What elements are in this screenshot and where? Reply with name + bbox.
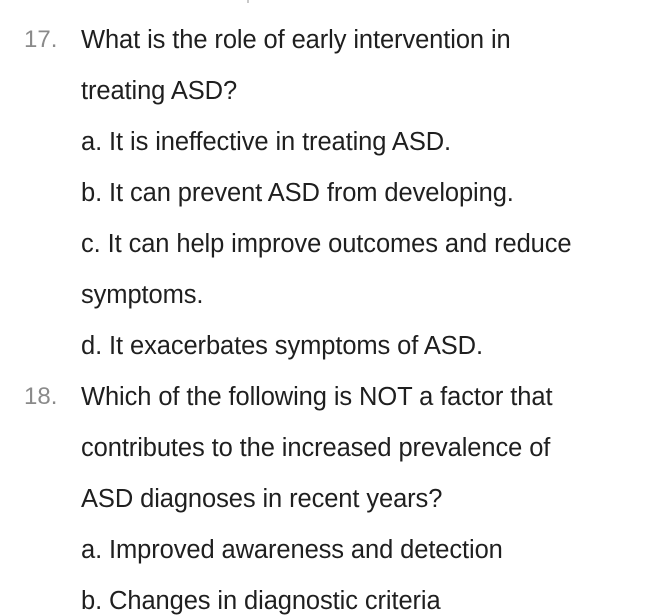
question-text-line: treating ASD? [81,77,238,105]
scroll-edge-mark [247,0,249,3]
option-d: d. It exacerbates symptoms of ASD. [81,332,483,360]
option-b: b. Changes in diagnostic criteria [81,587,441,615]
question-number: 17. [24,26,58,53]
option-c: c. It can help improve outcomes and reduce [81,230,572,258]
question-text-line: What is the role of early intervention in [81,26,511,54]
option-a: a. It is ineffective in treating ASD. [81,128,452,156]
question-number: 18. [24,383,58,410]
option-a: a. Improved awareness and detection [81,536,503,564]
question-text-line: Which of the following is NOT a factor that [81,383,553,411]
option-c-continued: symptoms. [81,281,204,309]
question-text-line: contributes to the increased prevalence of [81,434,551,462]
question-text-line: ASD diagnoses in recent years? [81,485,443,513]
option-b: b. It can prevent ASD from developing. [81,179,514,207]
